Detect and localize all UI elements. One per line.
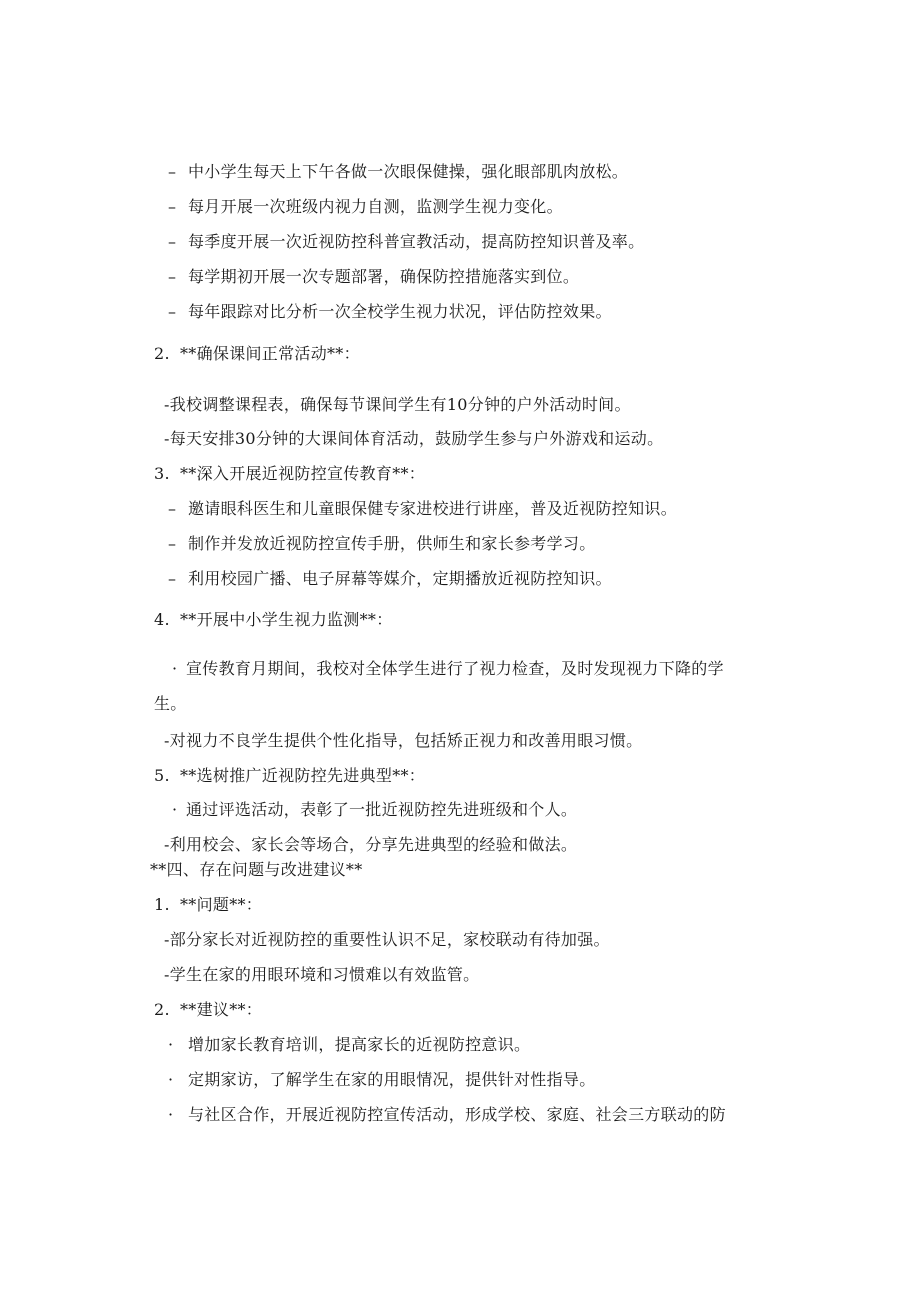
list-item — [168, 302, 612, 322]
section-number: 5. — [154, 766, 170, 785]
section-title: **四、存在问题与改进建议** — [150, 860, 363, 879]
list-item-continuation — [154, 694, 187, 714]
section-heading-text: **建议**： — [180, 1000, 263, 1019]
list-item-text: 部分家长对近视防控的重要性认识不足，家校联动有待加强。 — [169, 930, 610, 949]
section-number: 2. — [154, 344, 170, 363]
list-item-text: 宣传教育月期间，我校对全体学生进行了视力检查，及时发现视力下降的学 — [186, 659, 724, 678]
list-item — [168, 1070, 596, 1090]
hyphen-marker: - — [164, 930, 170, 949]
dash-marker: – — [168, 499, 177, 518]
list-item — [168, 1035, 530, 1055]
list-item — [164, 835, 577, 855]
list-item-text: 中小学生每天上下午各做一次眼保健操，强化眼部肌肉放松。 — [188, 162, 629, 181]
section-number: 2. — [154, 1000, 170, 1019]
hyphen-marker: - — [164, 835, 170, 854]
list-item-text: 邀请眼科医生和儿童眼保健专家进校进行讲座，普及近视防控知识。 — [188, 499, 678, 518]
section-heading-text: **问题**： — [180, 895, 263, 914]
list-item-text: 通过评选活动，表彰了一批近视防控先进班级和个人。 — [186, 800, 578, 819]
list-item — [168, 1105, 726, 1125]
list-item-text: 每学期初开展一次专题部署，确保防控措施落实到位。 — [188, 267, 580, 286]
list-item-text: 定期家访，了解学生在家的用眼情况，提供针对性指导。 — [188, 1070, 596, 1089]
section-heading-text: **开展中小学生视力监测**： — [180, 610, 393, 629]
list-item — [168, 232, 644, 252]
section-number: 3. — [154, 464, 170, 483]
dash-marker: – — [168, 267, 177, 286]
list-item-text: 利用校会、家长会等场合，分享先进典型的经验和做法。 — [169, 835, 578, 854]
list-item — [164, 395, 631, 415]
dash-marker: – — [168, 197, 177, 216]
list-item-text: 每年跟踪对比分析一次全校学生视力状况，评估防控效果。 — [188, 302, 612, 321]
section-heading-text: **选树推广近视防控先进典型**： — [180, 766, 426, 785]
list-item-text: 我校调整课程表，确保每节课间学生有10分钟的户外活动时间。 — [169, 395, 631, 414]
list-item — [168, 534, 596, 554]
list-item-text: 增加家长教育培训，提高家长的近视防控意识。 — [188, 1035, 531, 1054]
list-item — [164, 731, 642, 751]
hyphen-marker: - — [164, 731, 170, 750]
section-heading — [154, 464, 425, 484]
list-item-text: 与社区合作，开展近视防控宣传活动，形成学校、家庭、社会三方联动的防 — [188, 1105, 726, 1124]
bullet-marker: · — [172, 659, 178, 678]
section-heading — [154, 766, 425, 786]
list-item — [168, 162, 628, 182]
section-heading — [154, 1000, 262, 1020]
list-item — [172, 659, 724, 679]
list-item-text: 生。 — [154, 694, 187, 713]
section-heading — [154, 895, 262, 915]
list-item-text: 对视力不良学生提供个性化指导，包括矫正视力和改善用眼习惯。 — [169, 731, 643, 750]
dash-marker: – — [168, 232, 177, 251]
list-item — [168, 499, 677, 519]
section-number: 4. — [154, 610, 170, 629]
list-item-text: 每天安排30分钟的大课间体育活动，鼓励学生参与户外游戏和运动。 — [169, 429, 664, 448]
bullet-marker: · — [172, 800, 178, 819]
bullet-marker: · — [168, 1105, 174, 1124]
dash-marker: – — [168, 534, 177, 553]
list-item — [164, 930, 610, 950]
list-item — [164, 965, 479, 985]
list-item — [168, 569, 612, 589]
list-item-text: 利用校园广播、电子屏幕等媒介，定期播放近视防控知识。 — [188, 569, 612, 588]
list-item-text: 学生在家的用眼环境和习惯难以有效监管。 — [169, 965, 480, 984]
bullet-marker: · — [168, 1070, 174, 1089]
section-heading-text: **确保课间正常活动**： — [180, 344, 360, 363]
hyphen-marker: - — [164, 395, 170, 414]
list-item-text: 每季度开展一次近视防控科普宣教活动，提高防控知识普及率。 — [188, 232, 645, 251]
list-item-text: 制作并发放近视防控宣传手册，供师生和家长参考学习。 — [188, 534, 596, 553]
dash-marker: – — [168, 302, 177, 321]
list-item-text: 每月开展一次班级内视力自测，监测学生视力变化。 — [188, 197, 563, 216]
list-item — [172, 800, 577, 820]
section-heading-text: **深入开展近视防控宣传教育**： — [180, 464, 426, 483]
section-number: 1. — [154, 895, 170, 914]
hyphen-marker: - — [164, 429, 170, 448]
bullet-marker: · — [168, 1035, 174, 1054]
list-item — [168, 197, 563, 217]
dash-marker: – — [168, 569, 177, 588]
list-item — [168, 267, 579, 287]
section-heading — [154, 344, 360, 364]
list-item — [164, 429, 663, 449]
hyphen-marker: - — [164, 965, 170, 984]
section-heading — [154, 610, 393, 630]
dash-marker: – — [168, 162, 177, 181]
